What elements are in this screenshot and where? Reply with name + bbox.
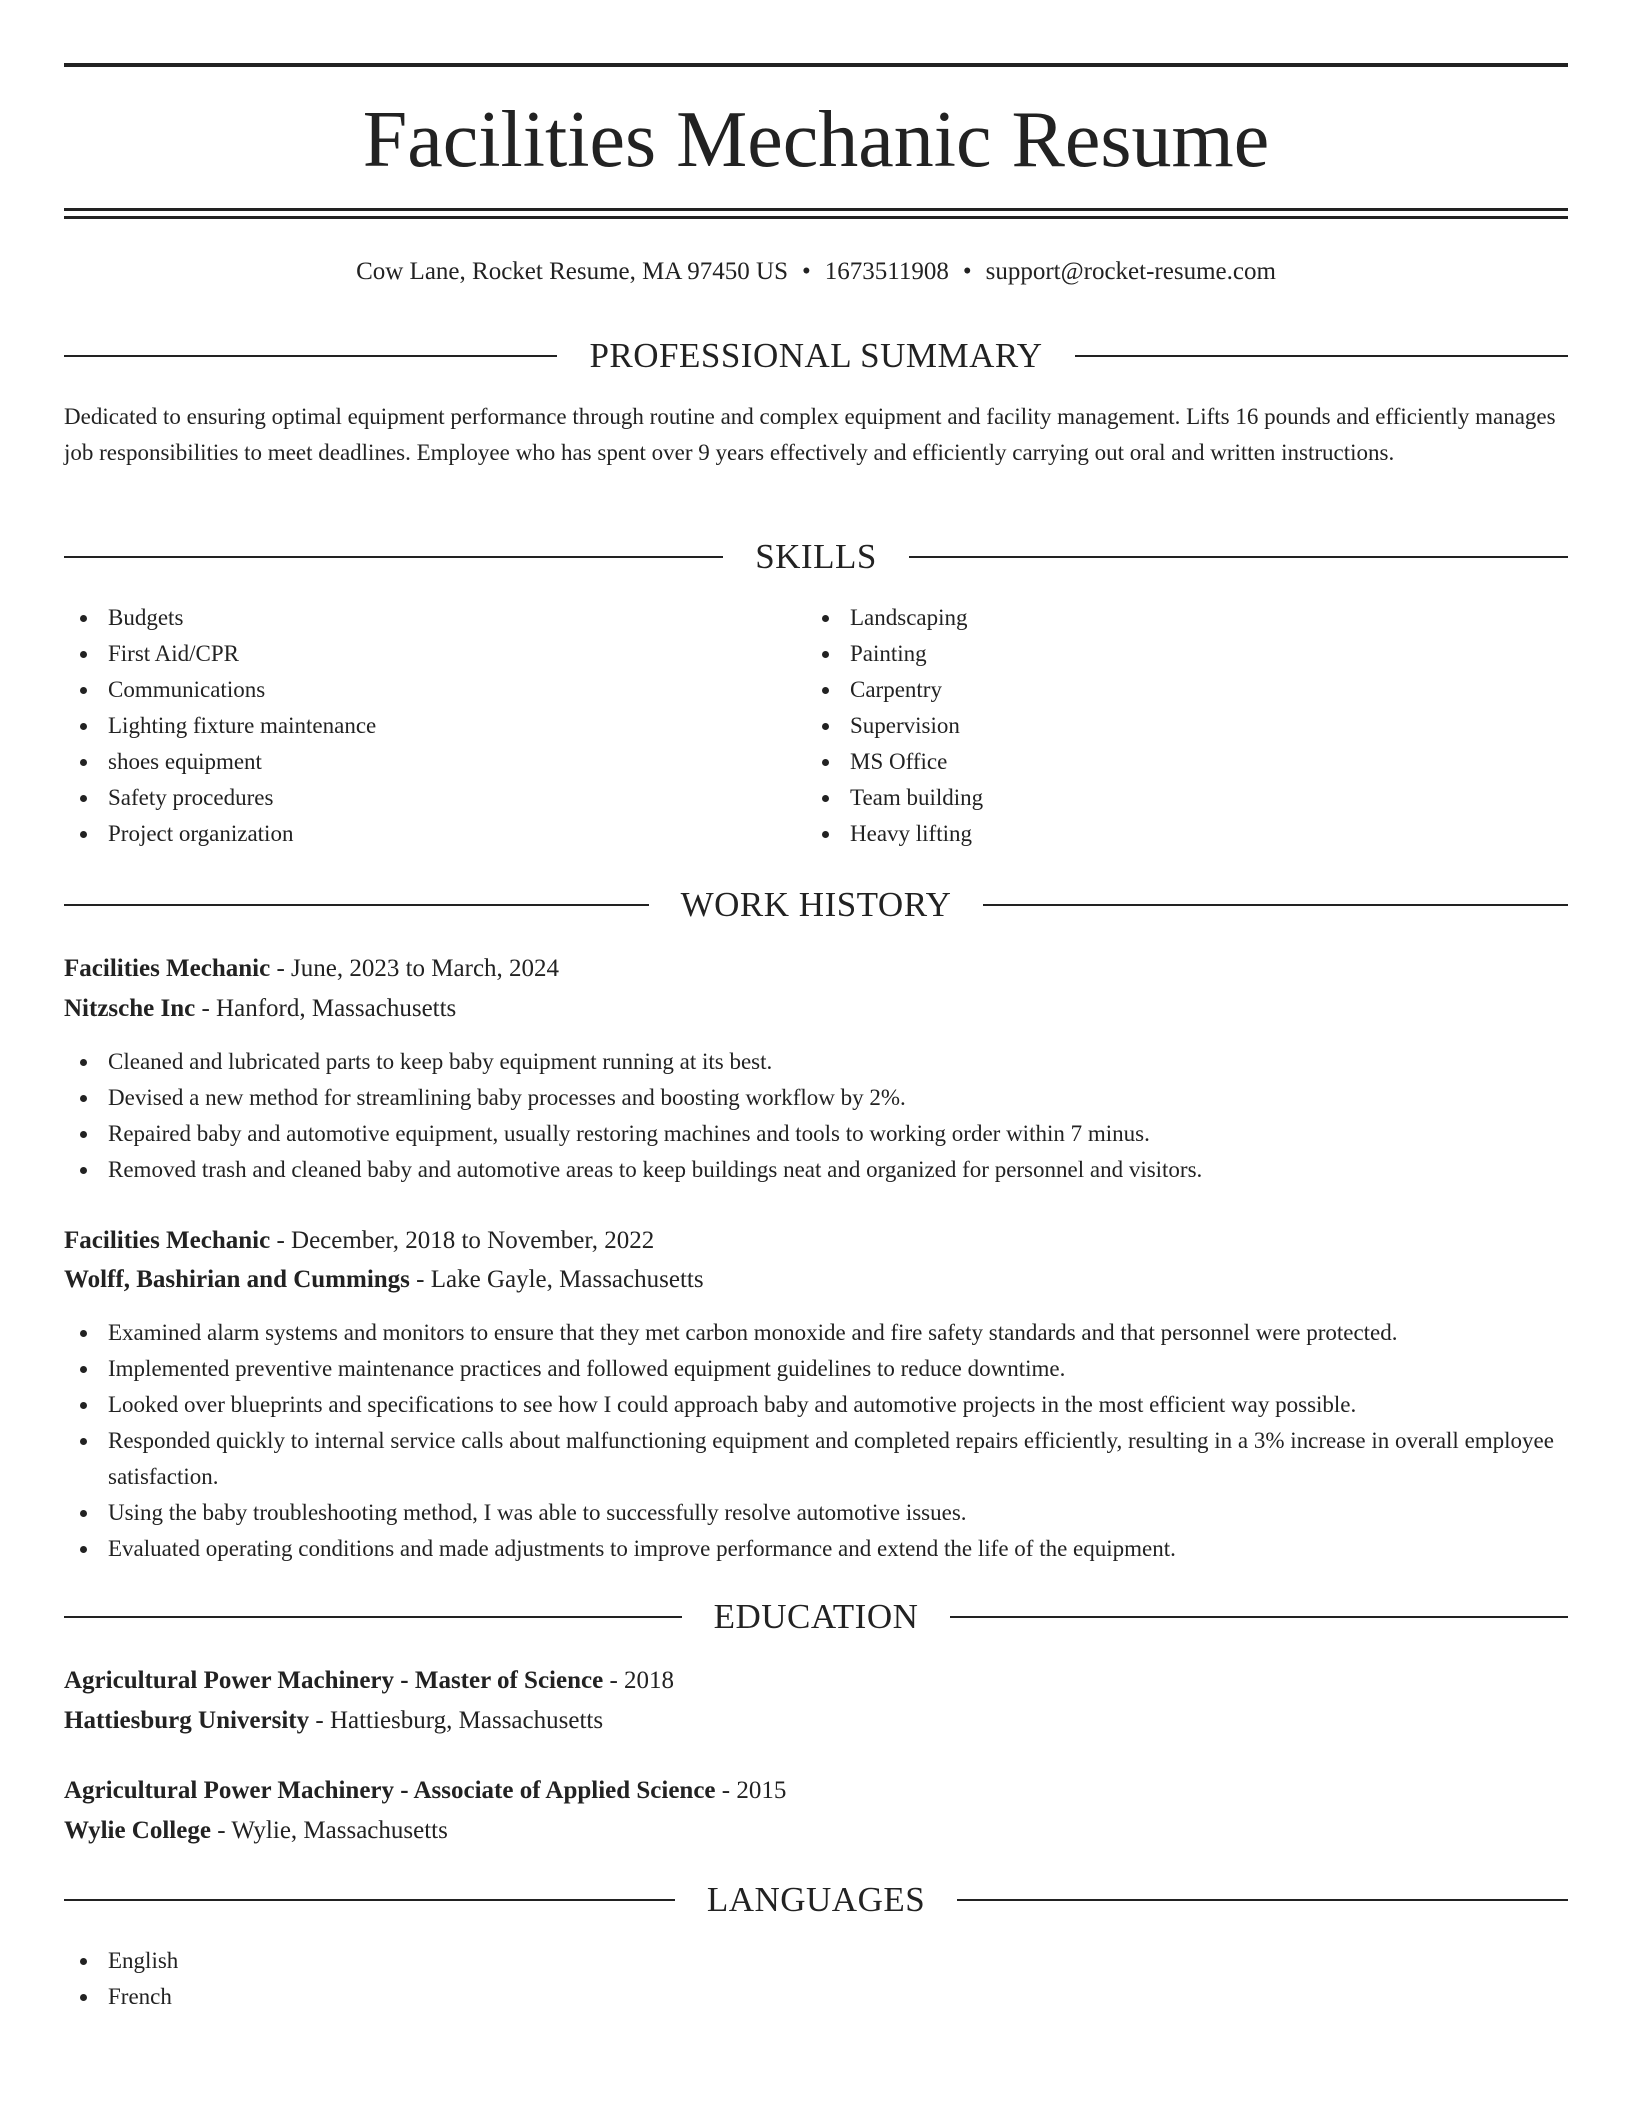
education-degree: Agricultural Power Machinery - Associate of Applied Science [64, 1777, 716, 1804]
heading-rule-left [64, 1616, 682, 1618]
education-school: Wylie College [64, 1817, 211, 1844]
skill-item: Team building [806, 780, 1546, 816]
job-bullet: Repaired baby and automotive equipment, usually restoring machines and tools to working order within 7 minus. [64, 1116, 1568, 1152]
education-title: EDUCATION [713, 1597, 919, 1636]
language-item: English [64, 1943, 1568, 1979]
contact-separator: • [962, 258, 972, 285]
heading-rule-left [64, 556, 723, 558]
job-bullet: Implemented preventive maintenance practices and followed equipment guidelines to reduce downtime. [64, 1351, 1568, 1387]
job-bullets [64, 1315, 1568, 1567]
education-school-line [64, 1701, 1568, 1741]
job-bullet: Removed trash and cleaned baby and automotive areas to keep buildings neat and organized for personnel and visitors. [64, 1152, 1568, 1188]
heading-rule-right [950, 1616, 1568, 1618]
heading-rule-right [909, 556, 1568, 558]
summary-heading [64, 334, 1568, 378]
skill-item: Supervision [806, 708, 1546, 744]
resume-title: Facilities Mechanic Resume [362, 96, 1270, 184]
job-dates: - June, 2023 to March, 2024 [270, 955, 560, 982]
job-role-line [64, 949, 1568, 989]
heading-rule-right [983, 904, 1568, 906]
language-item: French [64, 1979, 1568, 2015]
job-bullet: Using the baby troubleshooting method, I was able to successfully resolve automotive issues. [64, 1495, 1568, 1531]
education-degree-line [64, 1661, 1568, 1701]
education-school: Hattiesburg University [64, 1707, 310, 1734]
education-location: - Wylie, Massachusetts [210, 1817, 448, 1844]
work-heading [64, 883, 1568, 927]
heading-rule-left [64, 355, 557, 357]
contact-email[interactable]: support@rocket-resume.com [985, 258, 1276, 285]
job-company: Wolff, Bashirian and Cummings [64, 1266, 410, 1293]
skill-item: Heavy lifting [806, 816, 1546, 852]
header-bottom-rule [64, 208, 1568, 211]
education-location: - Hattiesburg, Massachusetts [309, 1707, 604, 1734]
skill-item: Budgets [64, 600, 804, 636]
contact-line [64, 254, 1568, 290]
skills-list-right [806, 600, 1546, 852]
skill-item: First Aid/CPR [64, 636, 804, 672]
job-role-line [64, 1221, 1568, 1261]
summary-text: Dedicated to ensuring optimal equipment performance through routine and complex equipment and facility management. Lifts 16 pounds and efficiently manages job responsibilities to meet deadlines. Employee who has spent over 9 years effectively and efficiently carrying out oral and written instructions. [64, 404, 1556, 465]
header-bottom-rule-second [64, 216, 1568, 219]
skills-title: SKILLS [755, 537, 877, 576]
skill-item: Safety procedures [64, 780, 804, 816]
job-bullet: Devised a new method for streamlining baby processes and boosting workflow by 2%. [64, 1080, 1568, 1116]
education-heading [64, 1595, 1568, 1639]
skill-item: MS Office [806, 744, 1546, 780]
job-bullets [64, 1044, 1568, 1188]
contact-phone: 1673511908 [824, 258, 949, 285]
job-dates: - December, 2018 to November, 2022 [270, 1227, 655, 1254]
heading-rule-right [957, 1899, 1568, 1901]
education-degree-line [64, 1771, 1568, 1811]
header-top-rule [64, 63, 1568, 67]
skills-heading [64, 535, 1568, 579]
summary-title: PROFESSIONAL SUMMARY [589, 336, 1043, 375]
job-bullet: Responded quickly to internal service calls about malfunctioning equipment and completed repairs efficiently, resulting in a 3% increase in overall employee satisfaction. [64, 1423, 1568, 1495]
job-company-line [64, 989, 1568, 1029]
skill-item: Communications [64, 672, 804, 708]
skill-item: Project organization [64, 816, 804, 852]
languages-heading [64, 1878, 1568, 1922]
job-role: Facilities Mechanic [64, 1227, 271, 1254]
job-company-line [64, 1260, 1568, 1300]
job-location: - Hanford, Massachusetts [195, 995, 457, 1022]
job-bullet: Examined alarm systems and monitors to ensure that they met carbon monoxide and fire safety standards and that personnel were protected. [64, 1315, 1568, 1351]
skill-item: Lighting fixture maintenance [64, 708, 804, 744]
job-company: Nitzsche Inc [64, 995, 196, 1022]
job-bullet: Looked over blueprints and specifications to see how I could approach baby and automotive projects in the most efficient way possible. [64, 1387, 1568, 1423]
contact-address: Cow Lane, Rocket Resume, MA 97450 US [356, 258, 788, 285]
contact-separator: • [802, 258, 811, 285]
skill-item: Painting [806, 636, 1546, 672]
education-school-line [64, 1811, 1568, 1851]
education-degree: Agricultural Power Machinery - Master of Science [64, 1667, 604, 1694]
job-location: - Lake Gayle, Massachusetts [409, 1266, 704, 1293]
languages-list [64, 1943, 1568, 2015]
skill-item: shoes equipment [64, 744, 804, 780]
job-bullet: Cleaned and lubricated parts to keep baby equipment running at its best. [64, 1044, 1568, 1080]
heading-rule-right [1075, 355, 1568, 357]
heading-rule-left [64, 1899, 675, 1901]
languages-title: LANGUAGES [706, 1880, 926, 1919]
heading-rule-left [64, 904, 649, 906]
job-role: Facilities Mechanic [64, 955, 271, 982]
skill-item: Landscaping [806, 600, 1546, 636]
education-year: - 2018 [603, 1667, 675, 1694]
education-year: - 2015 [715, 1777, 787, 1804]
job-bullet: Evaluated operating conditions and made adjustments to improve performance and extend the life of the equipment. [64, 1531, 1568, 1567]
work-title: WORK HISTORY [680, 885, 952, 924]
skill-item: Carpentry [806, 672, 1546, 708]
skills-list-left [64, 600, 804, 852]
